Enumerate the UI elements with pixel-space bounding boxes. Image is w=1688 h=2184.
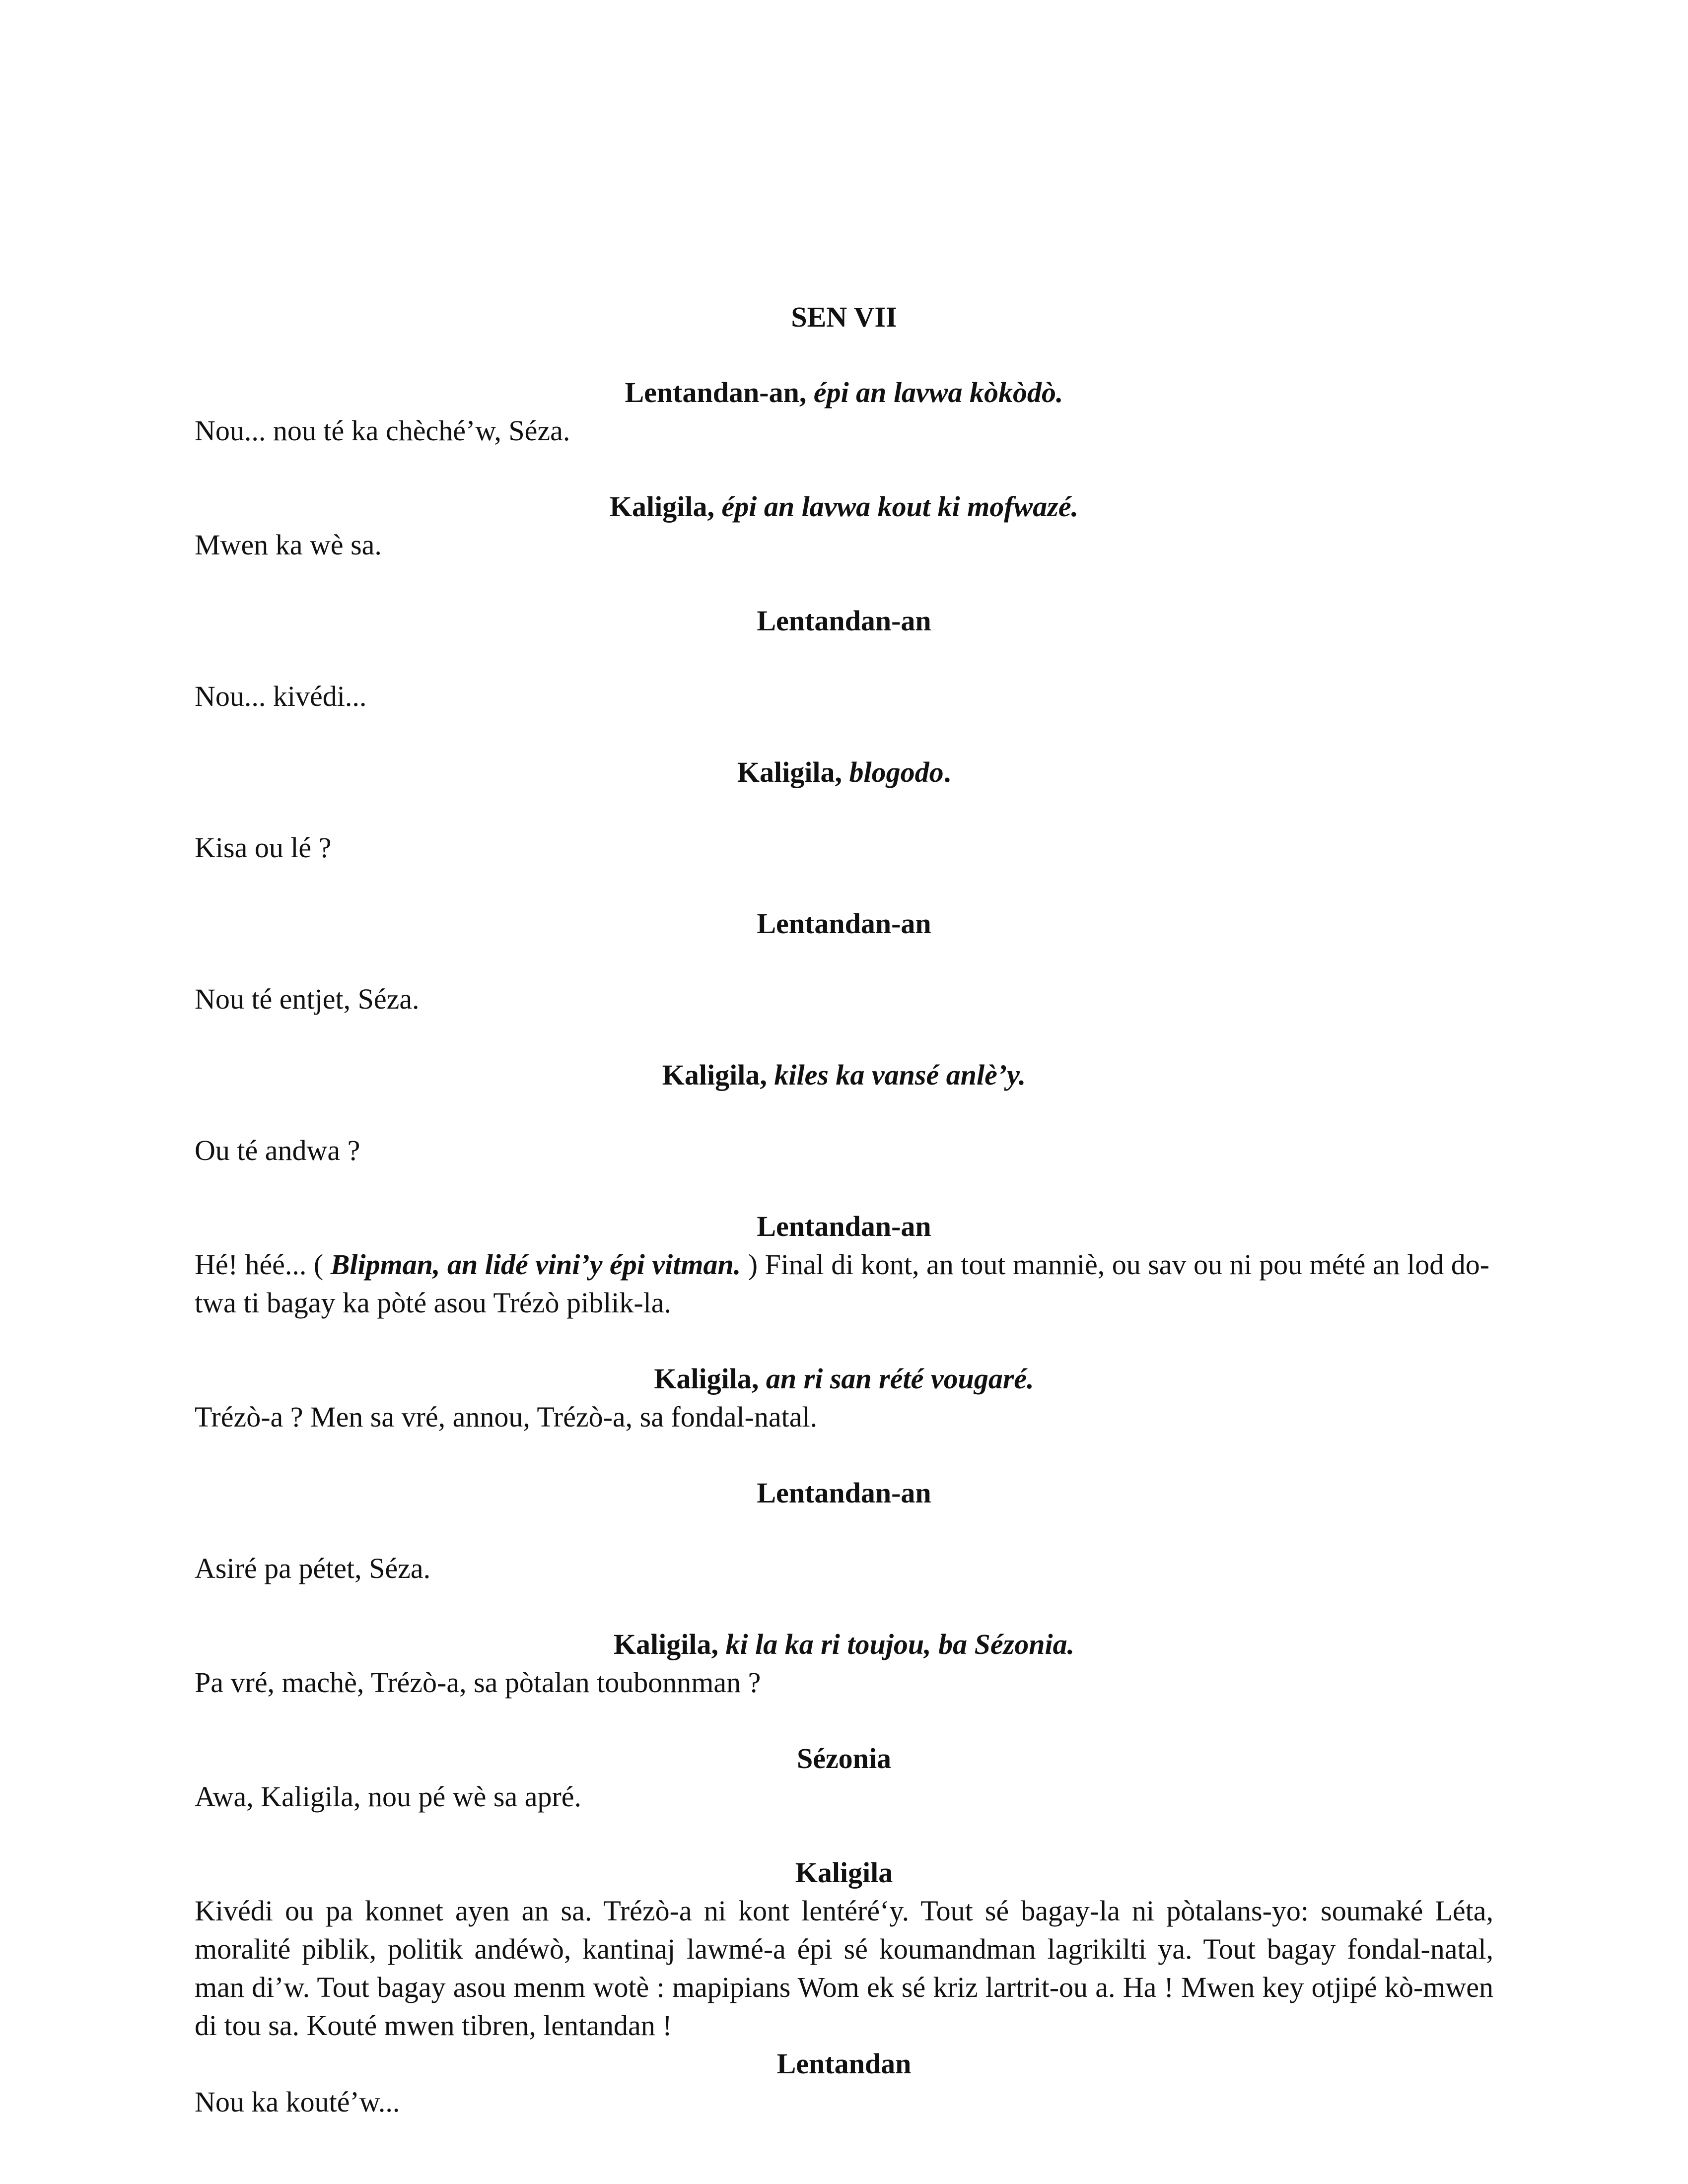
speaker-name: Lentandan-an [757,1210,931,1242]
inline-stage-direction: Blipman, an lidé vini’y épi vitman. [330,1248,741,1281]
speaker-heading [195,602,1493,640]
dialogue-block [195,1207,1493,1322]
speaker-name: Kaligila [613,1628,711,1660]
speaker-heading [195,1360,1493,1398]
stage-direction: épi an lavwa kòkòdò. [813,376,1063,409]
dialogue-line: Trézò-a ? Men sa vré, annou, Trézò-a, sa fondal-natal. [195,1401,818,1433]
dialogue-block [195,1474,1493,1587]
scene-title: SEN VII [791,301,897,333]
speaker-heading [195,487,1493,526]
speaker-name: Sézonia [796,1742,892,1774]
speaker-heading [195,904,1493,943]
speaker-separator: , [835,756,842,788]
speaker-name: Lentandan-an [757,907,931,940]
dialogue-block [195,1056,1493,1169]
stage-direction: kiles ka vansé anlè’y. [774,1059,1026,1091]
speaker-name: Lentandan-an [757,1477,931,1509]
speaker-name: Lentandan [776,2048,912,2080]
speaker-heading [195,373,1493,411]
dialogue-line: Mwen ka wè sa. [195,529,382,561]
dialogue-block [195,2045,1493,2121]
speaker-heading [195,1474,1493,1512]
speaker-heading [195,2045,1493,2083]
dialogue-block [195,487,1493,564]
dialogue-block [195,1625,1493,1702]
document-page [195,298,1493,2121]
dialogue-block [195,1853,1493,2045]
speaker-name: Kaligila [795,1856,893,1889]
stage-direction: ki la ka ri toujou, ba Sézonia. [725,1628,1075,1660]
speaker-heading [195,753,1493,791]
dialogue-block [195,753,1493,867]
speaker-name: Kaligila [737,756,835,788]
dialogue-line: Kisa ou lé ? [195,831,332,864]
dialogue-line: Nou té entjet, Séza. [195,983,420,1015]
dialogue-text: Hé! héé... ( [195,1248,331,1281]
speaker-separator: , [707,490,714,523]
dialogue-line: Asiré pa pétet, Séza. [195,1552,431,1584]
speaker-name: Lentandan-an [757,605,931,637]
speaker-separator: , [760,1059,767,1091]
speaker-separator: , [711,1628,718,1660]
dialogue-block [195,373,1493,450]
dialogue-line [195,1245,1493,1322]
dialogue-line: Ou té andwa ? [195,1134,360,1166]
dialogue-text: ) Final di kont, an tout manniè, ou sav ou ni pou mété an lod do-twa ti bagay ka pòté asou Trézò piblik-la. [195,1248,1490,1319]
speaker-name: Kaligila [662,1059,760,1091]
dialogue-line: Nou... nou té ka chèché’w, Séza. [195,414,570,447]
speaker-name: Lentandan-an [625,376,799,409]
dialogue-block [195,1360,1493,1436]
speaker-heading [195,1625,1493,1663]
speaker-separator: , [751,1363,759,1395]
stage-direction: épi an lavwa kout ki mofwazé. [721,490,1079,523]
dialogue-block [195,904,1493,1018]
stage-direction-end: . [943,756,951,788]
dialogue-block [195,1739,1493,1816]
speaker-heading [195,1207,1493,1245]
speaker-heading [195,1739,1493,1777]
dialogue-line: Nou... kivédi... [195,680,367,712]
stage-direction: blogodo [849,756,944,788]
dialogue-line: Awa, Kaligila, nou pé wè sa apré. [195,1780,582,1813]
speaker-name: Kaligila [609,490,707,523]
speaker-name: Kaligila [654,1363,752,1395]
speaker-separator: , [799,376,807,409]
speaker-heading [195,1853,1493,1892]
dialogue-line: Nou ka kouté’w... [195,2086,400,2118]
dialogue-line: Pa vré, machè, Trézò-a, sa pòtalan toubonnman ? [195,1666,761,1699]
dialogue-block [195,602,1493,715]
speaker-heading [195,1056,1493,1094]
stage-direction: an ri san rété vougaré. [766,1363,1034,1395]
dialogue-line: Kivédi ou pa konnet ayen an sa. Trézò-a ni kont lentéré‘y. Tout sé bagay-la ni pòtalans-yo: soumaké Léta, moralité piblik, politik andéwò, kantinaj lawmé-a épi sé koumandman lagrikilti ya. Tout bagay fondal-natal, man di’w. Tout bagay asou menm wotè : mapipians Wom ek sé kriz lartrit-ou a. Ha ! Mwen key otjipé kò-mwen di tou sa. Kouté mwen tibren, lentandan ! [195,1895,1493,2042]
